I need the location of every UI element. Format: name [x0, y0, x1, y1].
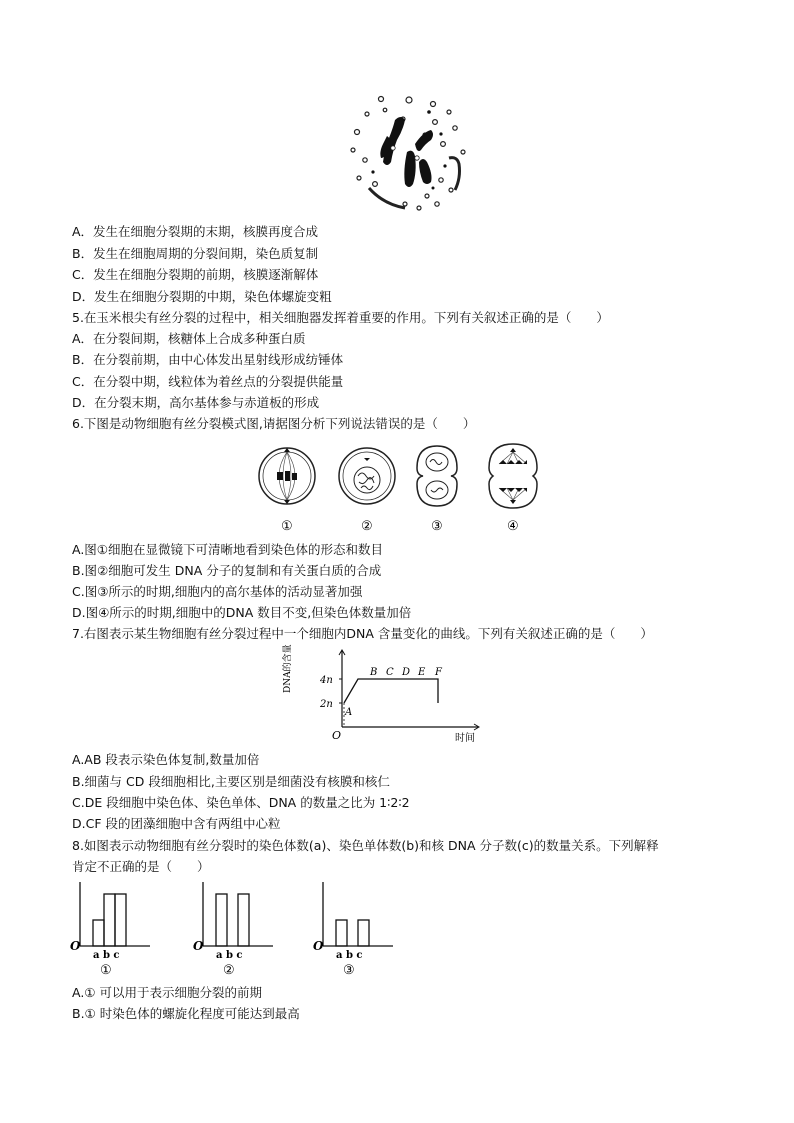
dna-curve [344, 679, 438, 703]
q6-option-a: A.图①细胞在显微镜下可清晰地看到染色体的形态和数目 [72, 542, 384, 557]
x-axis-label: 时间 [455, 733, 475, 744]
q4-option-a: A．发生在细胞分裂期的末期，核膜再度合成 [72, 224, 319, 239]
origin-o: O [332, 729, 342, 742]
cell-label-4: ④ [507, 519, 519, 534]
cell-label-1: ① [281, 519, 293, 534]
point-e: E [418, 667, 426, 678]
q6-stem: 6.下图是动物细胞有丝分裂模式图,请据图分析下列说法错误的是（ ） [72, 416, 476, 431]
cell-label-3: ③ [431, 519, 443, 534]
q7-stem: 7.右图表示某生物细胞有丝分裂过程中一个细胞内DNA 含量变化的曲线。下列有关叙述正确的是（ ） [72, 626, 653, 641]
dna-content-chart [283, 644, 490, 745]
chart3-origin: O [313, 939, 324, 953]
point-d: D [402, 667, 411, 678]
chart1-bar-labels: a b c [93, 950, 120, 961]
chart2-bar-a [216, 894, 227, 946]
q8-option-a: A.① 可以用于表示细胞分裂的前期 [72, 985, 262, 1000]
chart2-label: ② [223, 963, 235, 978]
q6-option-c: C.图③所示的时期,细胞内的高尔基体的活动显著加强 [72, 584, 363, 599]
q5-option-d: D．在分裂末期，高尔基体参与赤道板的形成 [72, 395, 320, 410]
chart1-bar-b [104, 894, 115, 946]
y-axis-label: DNA的含量 [283, 644, 293, 693]
q6-option-b: B.图②细胞可发生 DNA 分子的复制和有关蛋白质的合成 [72, 563, 382, 578]
q6-option-d: D.图④所示的时期,细胞中的DNA 数目不变,但染色体数量加倍 [72, 605, 412, 620]
chart1-bar-c [115, 894, 126, 946]
chart1-bar-a [93, 920, 104, 946]
chart3-bar-labels: a b c [336, 950, 363, 961]
chart3-label: ③ [343, 963, 355, 978]
q4-option-d: D．发生在细胞分裂期的中期，染色体螺旋变粗 [72, 289, 332, 304]
q7-option-d: D.CF 段的团藻细胞中含有两组中心粒 [72, 816, 281, 831]
q7-option-b: B.细菌与 CD 段细胞相比,主要区别是细菌没有核膜和核仁 [72, 774, 390, 789]
q4-option-c: C．发生在细胞分裂期的前期，核膜逐渐解体 [72, 267, 319, 282]
cell-4-anaphase [489, 444, 537, 508]
chart1-origin: O [70, 939, 81, 953]
q5-option-a: A．在分裂间期，核糖体上合成多种蛋白质 [72, 331, 306, 346]
point-a: A [345, 707, 353, 718]
point-f: F [435, 667, 442, 678]
q7-option-c: C.DE 段细胞中染色体、染色单体、DNA 的数量之比为 1∶2∶2 [72, 795, 410, 810]
chart2-bar-c [238, 894, 249, 946]
cell-3-telophase [417, 446, 457, 506]
q5-stem: 5.在玉米根尖有丝分裂的过程中，相关细胞器发挥着重要的作用。下列有关叙述正确的是（ ） [72, 310, 609, 325]
q7-option-a: A.AB 段表示染色体复制,数量加倍 [72, 752, 260, 767]
chart1-label: ① [100, 963, 112, 978]
cell-prophase-figure [345, 92, 475, 217]
chart3-bar-c [358, 920, 369, 946]
mitosis-cells-figure [255, 440, 545, 535]
q8-stem-line1: 8.如图表示动物细胞有丝分裂时的染色体数(a)、染色单体数(b)和核 DNA 分子数(c)的数量关系。下列解释 [72, 838, 659, 853]
cell-2-prophase [339, 448, 395, 504]
point-b: B [370, 667, 378, 678]
q5-option-c: C．在分裂中期，线粒体为着丝点的分裂提供能量 [72, 374, 344, 389]
q8-bar-charts [70, 878, 420, 983]
cell-1-metaphase [259, 448, 315, 504]
q8-stem-line2: 肯定不正确的是（ ） [72, 859, 210, 874]
q8-option-b: B.① 时染色体的螺旋化程度可能达到最高 [72, 1006, 300, 1021]
chart2-bar-labels: a b c [216, 950, 243, 961]
chart2-origin: O [193, 939, 204, 953]
q4-option-b: B．发生在细胞周期的分裂间期，染色质复制 [72, 246, 319, 261]
cell-label-2: ② [361, 519, 373, 534]
point-c: C [386, 667, 394, 678]
chart3-bar-a [336, 920, 347, 946]
ytick-2n: 2n [320, 699, 333, 710]
ytick-4n: 4n [320, 675, 333, 686]
q5-option-b: B．在分裂前期，由中心体发出星射线形成纺锤体 [72, 352, 344, 367]
